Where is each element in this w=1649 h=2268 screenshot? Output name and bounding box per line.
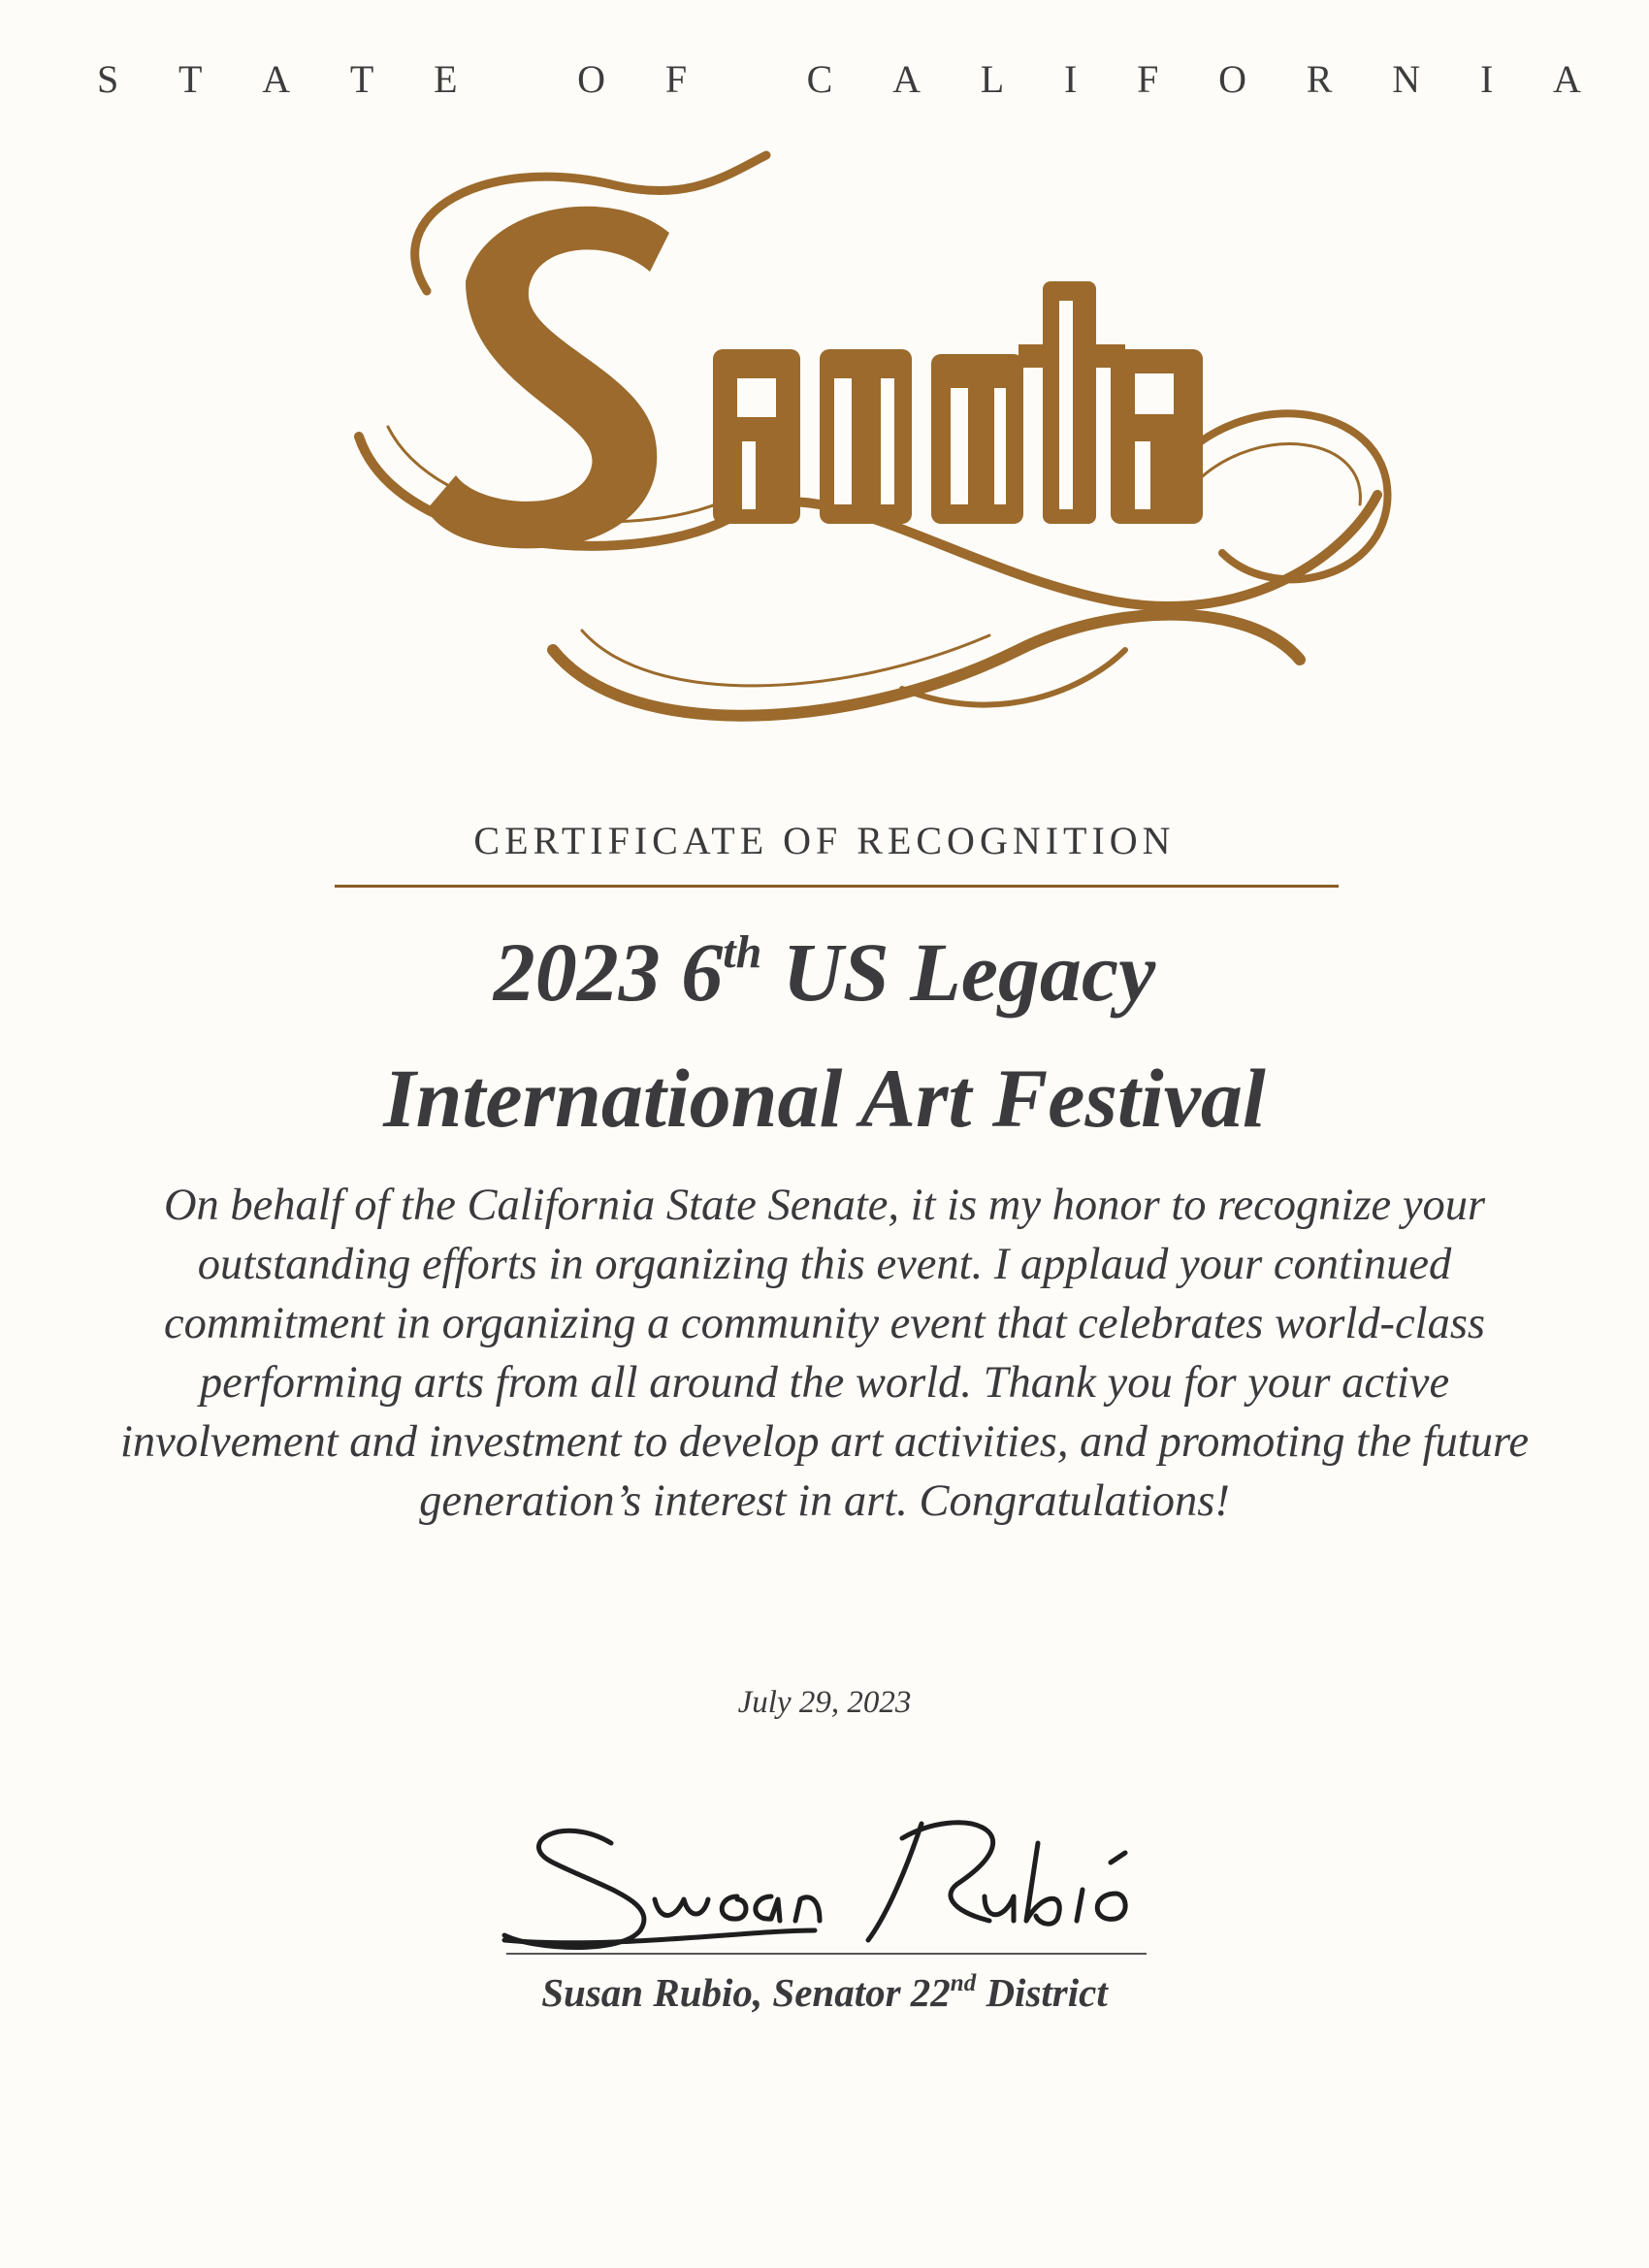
senate-calligraphy-logo bbox=[320, 146, 1426, 766]
header-letter: C bbox=[806, 57, 833, 101]
signer-district: District bbox=[976, 1970, 1108, 2015]
state-of-california-header bbox=[97, 56, 1581, 102]
gold-divider-rule bbox=[335, 885, 1339, 888]
handwritten-signature bbox=[495, 1785, 1193, 1969]
header-letter: O bbox=[577, 57, 606, 101]
event-title-line-2: International Art Festival bbox=[383, 1052, 1266, 1145]
header-letter: A bbox=[1553, 57, 1581, 101]
header-letter: O bbox=[1218, 57, 1247, 101]
title-event-name: US Legacy bbox=[761, 925, 1156, 1019]
senate-logo-art bbox=[320, 146, 1426, 766]
header-letter: I bbox=[1063, 57, 1078, 101]
signature-art bbox=[495, 1785, 1193, 1969]
title-ordinal-suffix: th bbox=[723, 926, 762, 978]
title-year-prefix: 2023 6 bbox=[493, 925, 724, 1019]
header-letter: A bbox=[262, 57, 291, 101]
header-letter: S bbox=[97, 57, 119, 101]
header-letter: E bbox=[434, 57, 458, 101]
event-title-line-1 bbox=[0, 923, 1649, 1021]
header-letter: A bbox=[892, 57, 921, 101]
header-letter: R bbox=[1306, 57, 1333, 101]
header-letter: I bbox=[1479, 57, 1494, 101]
signer-ordinal-suffix: nd bbox=[950, 1970, 977, 1996]
signer-name-title bbox=[0, 1969, 1649, 2016]
header-letter: T bbox=[178, 57, 203, 101]
header-letter: L bbox=[980, 57, 1005, 101]
header-letter: F bbox=[664, 57, 688, 101]
signer-name: Susan Rubio, Senator 22 bbox=[541, 1970, 951, 2015]
signature-line bbox=[506, 1953, 1147, 1955]
header-letter: F bbox=[1137, 57, 1159, 101]
header-letter: N bbox=[1392, 57, 1421, 101]
certificate-date: July 29, 2023 bbox=[737, 1685, 912, 1720]
recognition-message: On behalf of the California State Senate, it is my honor to recognize your outstanding efforts in organizing this event. I applaud your continued commitment in organizing a community event that celebrates world-class performing arts from all around the world. Thank you for your active involvement and investment to develop art activities, and promoting the future generation’s interest in art. Congratulations! bbox=[120, 1181, 1529, 1526]
header-letter: T bbox=[349, 57, 374, 101]
certificate-type-heading: CERTIFICATE OF RECOGNITION bbox=[473, 819, 1176, 862]
